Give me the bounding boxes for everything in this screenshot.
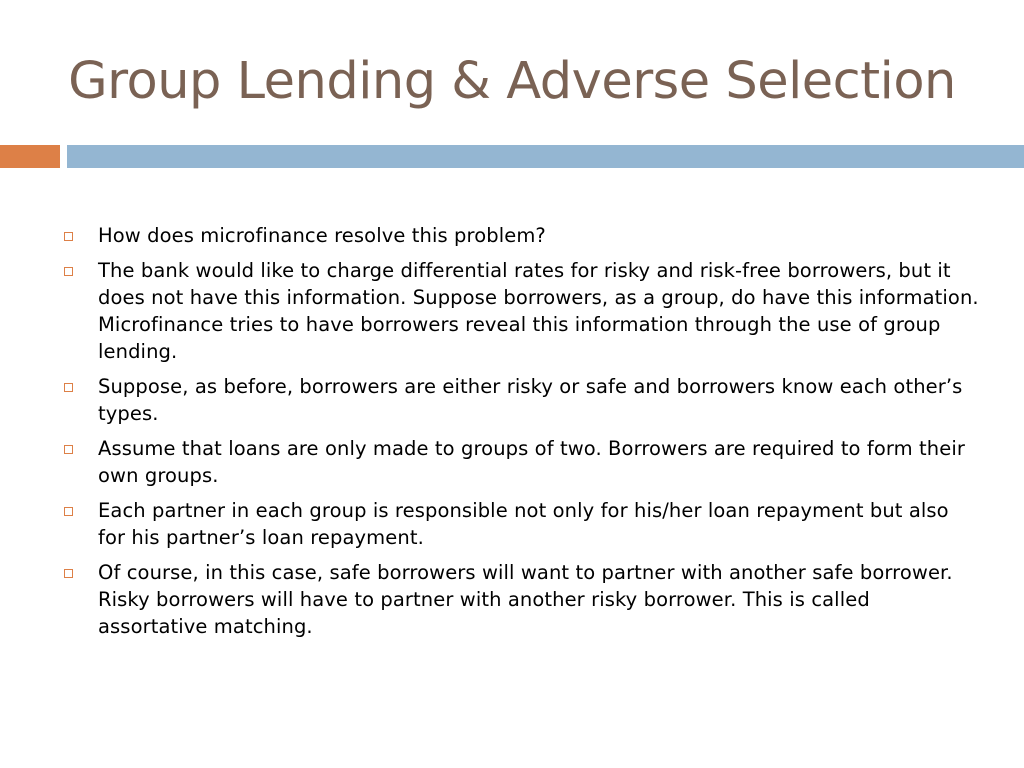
bullet-item [62, 257, 982, 365]
bullet-text: Each partner in each group is responsible not only for his/her loan repayment but also for his partner’s loan repayment. [98, 499, 949, 549]
bullet-text: Suppose, as before, borrowers are either risky or safe and borrowers know each other’s types. [98, 375, 963, 425]
bullet-item [62, 497, 982, 551]
bullet-list [62, 222, 982, 648]
hollow-square-bullet-icon [64, 267, 73, 276]
bullet-text: Assume that loans are only made to groups of two. Borrowers are required to form their own groups. [98, 437, 965, 487]
slide-title: Group Lending & Adverse Selection [68, 52, 956, 111]
hollow-square-bullet-icon [64, 232, 73, 241]
accent-bar-blue [67, 145, 1024, 168]
bullet-item [62, 373, 982, 427]
bullet-item [62, 222, 982, 249]
bullet-item [62, 435, 982, 489]
bullet-text: How does microfinance resolve this problem? [98, 224, 546, 247]
hollow-square-bullet-icon [64, 569, 73, 578]
hollow-square-bullet-icon [64, 383, 73, 392]
bullet-text: Of course, in this case, safe borrowers will want to partner with another safe borrower. Risky borrowers will have to partner with another risky borrower. This is called assortative matching. [98, 561, 953, 638]
bullet-item [62, 559, 982, 640]
hollow-square-bullet-icon [64, 507, 73, 516]
accent-bar-orange [0, 145, 60, 168]
bullet-text: The bank would like to charge differential rates for risky and risk-free borrowers, but it does not have this information. Suppose borrowers, as a group, do have this information. Microfinance tries to have borrowers reveal this information through the use of group lending. [98, 259, 979, 363]
hollow-square-bullet-icon [64, 445, 73, 454]
